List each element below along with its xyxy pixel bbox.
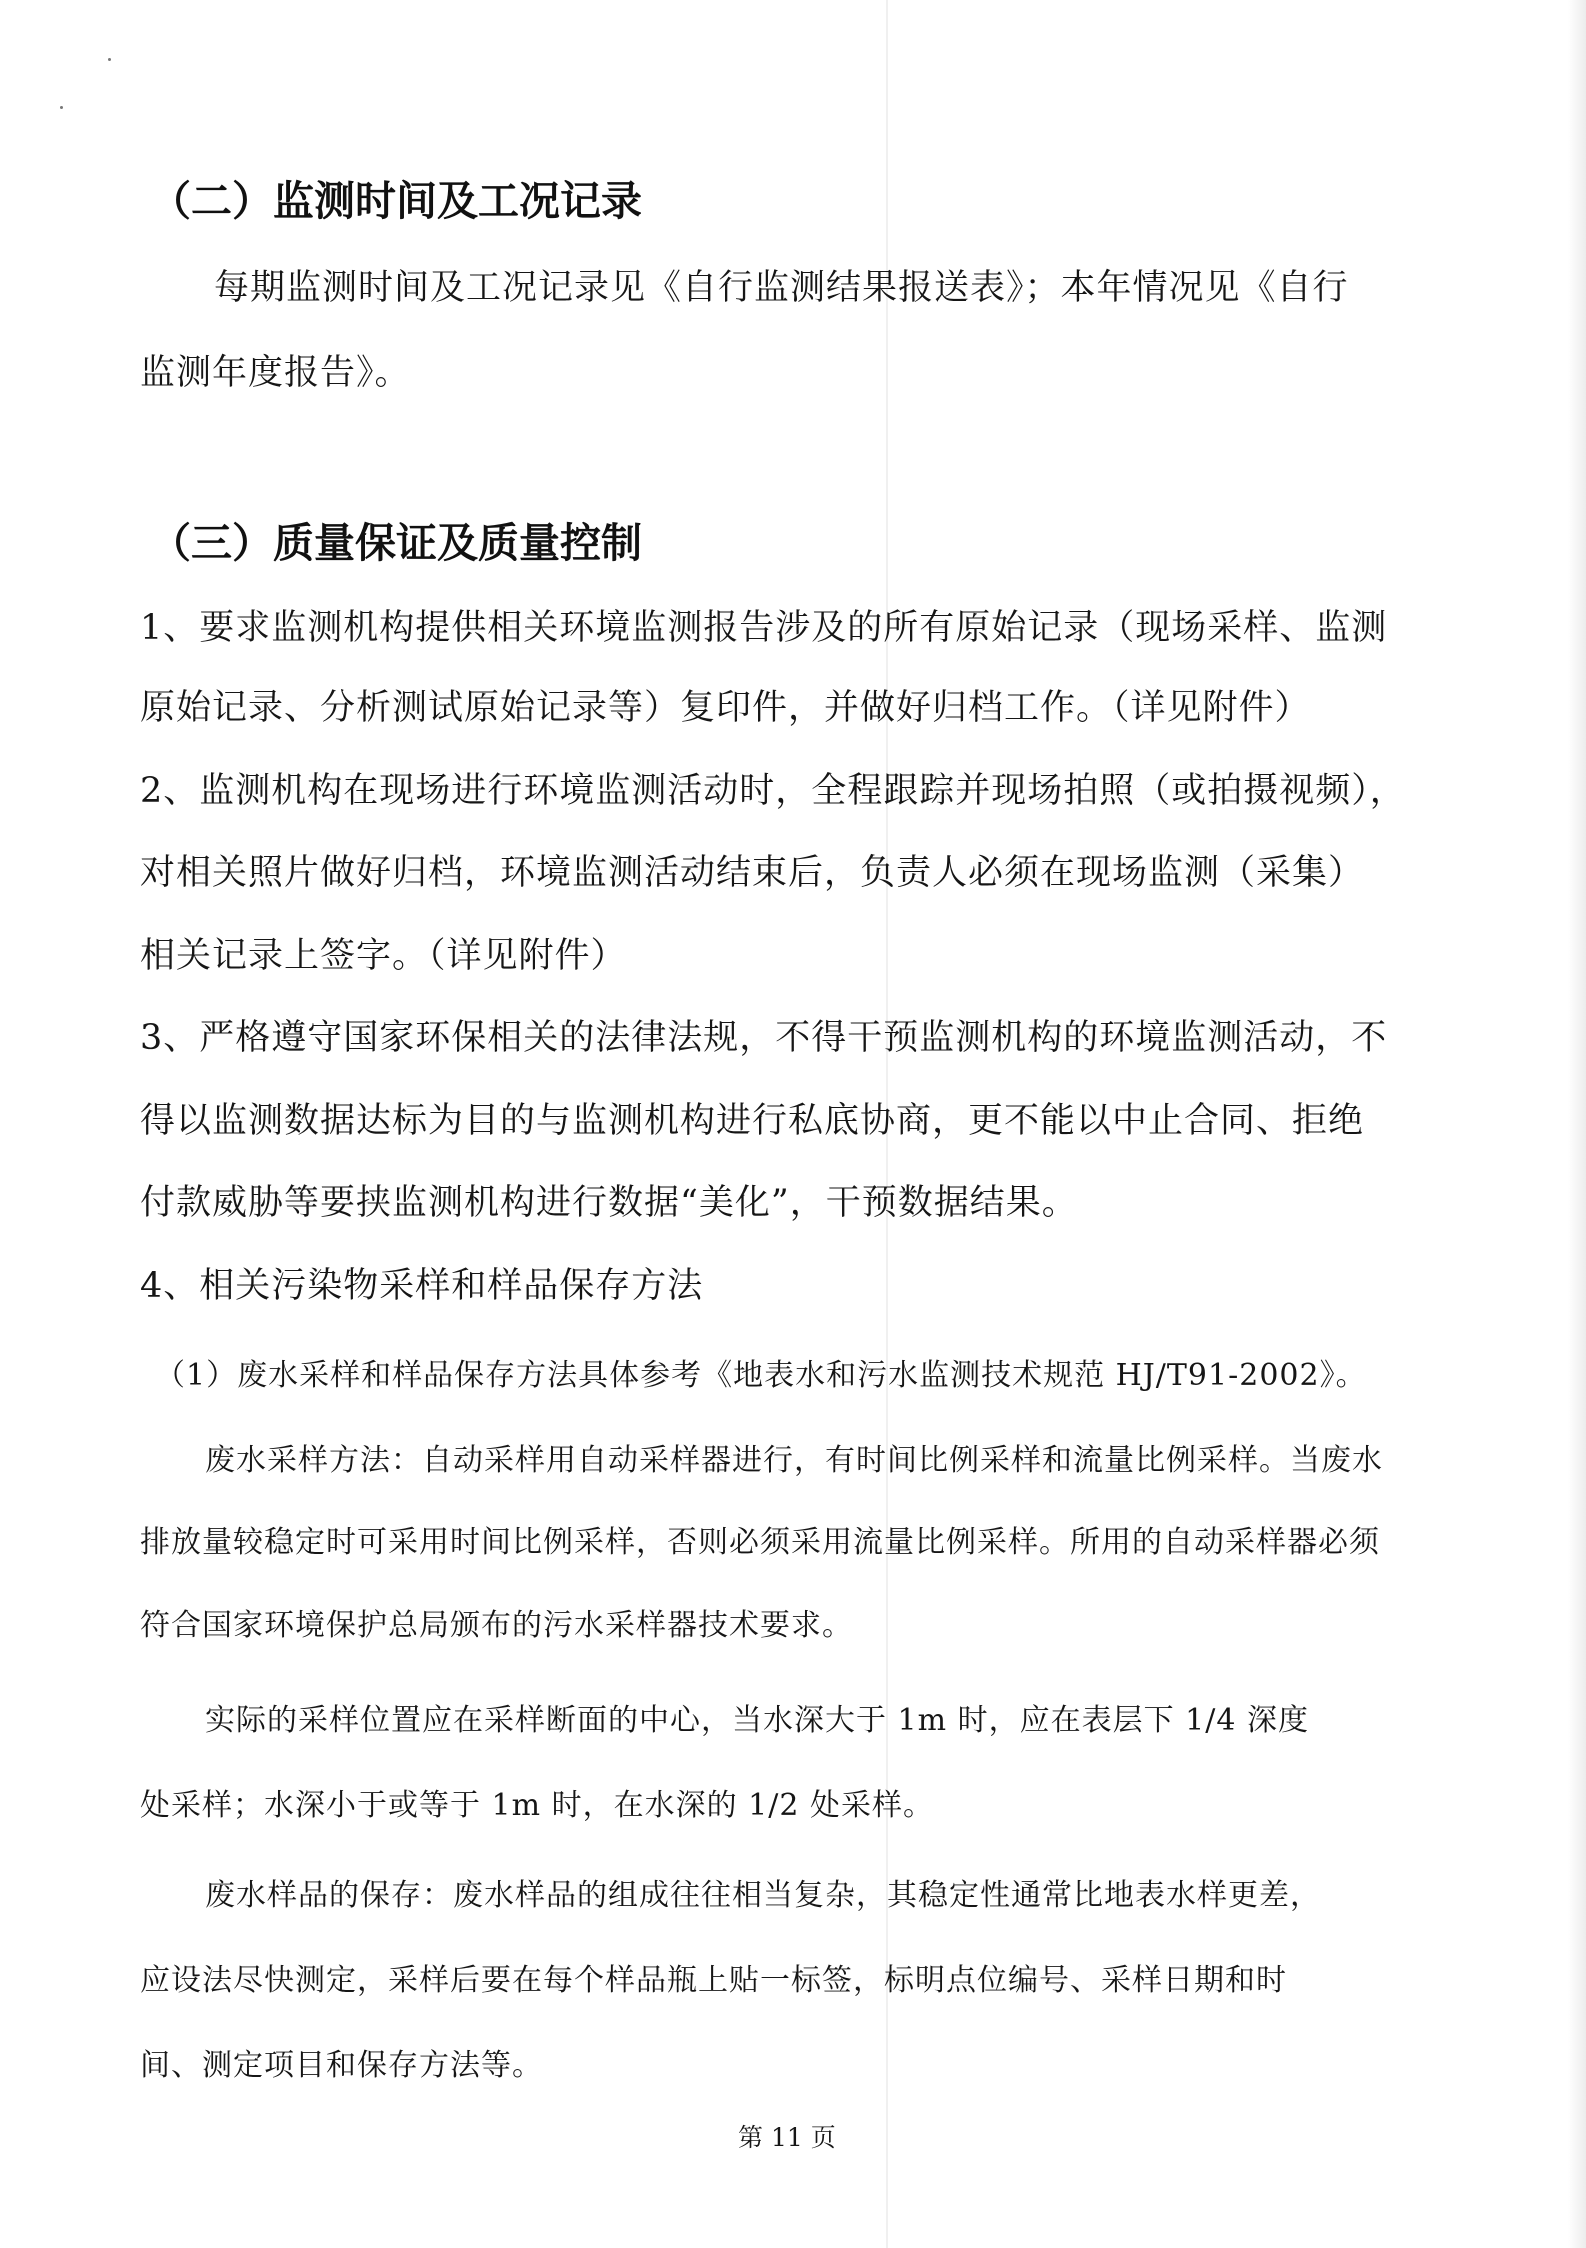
- paragraph-line: 废水样品的保存：废水样品的组成往往相当复杂，其稳定性通常比地表水样更差，: [205, 1878, 1321, 1913]
- paragraph-line: 应设法尽快测定，采样后要在每个样品瓶上贴一标签，标明点位编号、采样日期和时: [140, 1963, 1287, 1998]
- paragraph-line: 排放量较稳定时可采用时间比例采样，否则必须采用流量比例采样。所用的自动采样器必须: [140, 1525, 1380, 1560]
- section-heading-quality-control: （三）质量保证及质量控制: [150, 519, 642, 567]
- paragraph-line: 废水采样方法：自动采样用自动采样器进行，有时间比例采样和流量比例采样。当废水: [205, 1443, 1383, 1478]
- paragraph-line: 监测年度报告》。: [140, 353, 411, 393]
- paragraph-line: 间、测定项目和保存方法等。: [140, 2048, 543, 2083]
- scan-speck: [60, 106, 63, 109]
- paragraph-line: 原始记录、分析测试原始记录等）复印件，并做好归档工作。（详见附件）: [140, 688, 1311, 728]
- section-heading-monitoring-time: （二）监测时间及工况记录: [150, 177, 642, 225]
- paragraph-line: 4、相关污染物采样和样品保存方法: [140, 1266, 704, 1306]
- paragraph-line: 符合国家环境保护总局颁布的污水采样器技术要求。: [140, 1608, 853, 1643]
- paragraph-line: （1）废水采样和样品保存方法具体参考《地表水和污水监测技术规范 HJ/T91-2002》。: [155, 1358, 1367, 1393]
- paragraph-line: 2、监测机构在现场进行环境监测活动时，全程跟踪并现场拍照（或拍摄视频），: [140, 771, 1406, 811]
- paragraph-line: 付款威胁等要挟监测机构进行数据“美化”，干预数据结果。: [140, 1183, 1078, 1223]
- paragraph-line: 处采样；水深小于或等于 1m 时，在水深的 1/2 处采样。: [140, 1788, 934, 1823]
- paragraph-line: 实际的采样位置应在采样断面的中心，当水深大于 1m 时，应在表层下 1/4 深度: [205, 1703, 1309, 1738]
- scan-edge-shadow: [1568, 0, 1586, 2248]
- paragraph-line: 相关记录上签字。（详见附件）: [140, 936, 627, 976]
- page-number: 第 11 页: [738, 2123, 836, 2152]
- paragraph-line: 得以监测数据达标为目的与监测机构进行私底协商，更不能以中止合同、拒绝: [140, 1101, 1365, 1141]
- paragraph-line: 对相关照片做好归档，环境监测活动结束后，负责人必须在现场监测（采集）: [140, 853, 1365, 893]
- paragraph-line: 每期监测时间及工况记录见《自行监测结果报送表》；本年情况见《自行: [214, 268, 1349, 308]
- paragraph-line: 1、要求监测机构提供相关环境监测报告涉及的所有原始记录（现场采样、监测: [140, 608, 1388, 648]
- scan-speck: [108, 58, 111, 61]
- paragraph-line: 3、严格遵守国家环保相关的法律法规，不得干预监测机构的环境监测活动，不: [140, 1018, 1388, 1058]
